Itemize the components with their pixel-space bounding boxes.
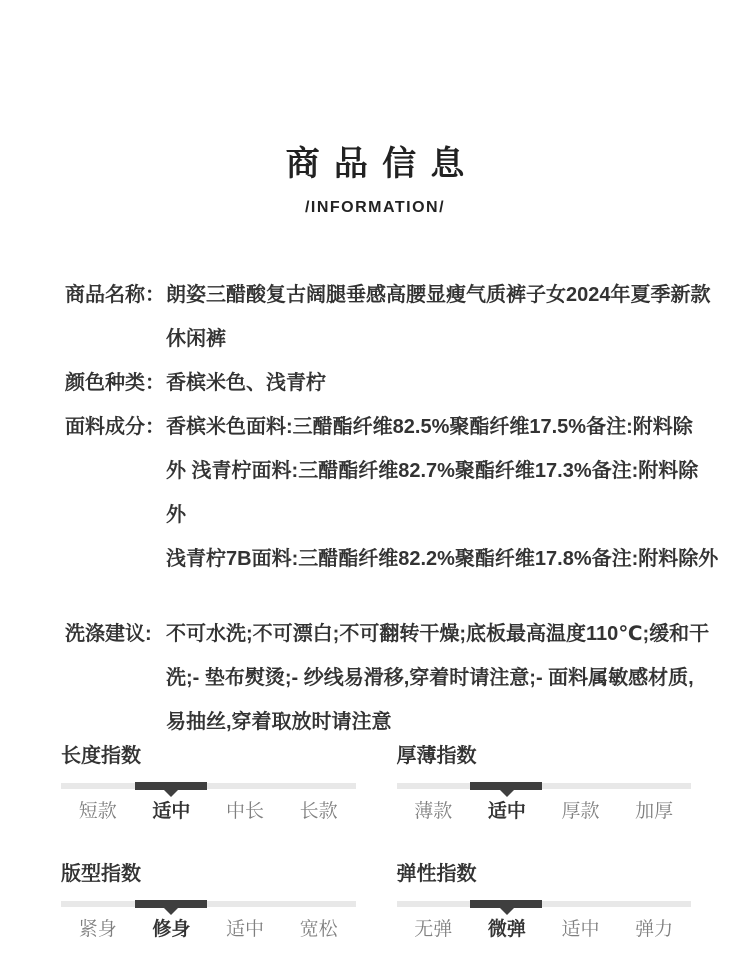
indicator-bar	[61, 782, 356, 790]
info-row-colors	[65, 361, 710, 405]
indicator-options	[61, 918, 356, 942]
info-line: 洗;- 垫布熨烫;- 纱线易滑移,穿着时请注意;- 面料属敏感材质,	[166, 667, 694, 689]
info-line: 朗姿三醋酸复古阔腿垂感高腰显瘦气质裤子女2024年夏季新款	[166, 284, 711, 306]
info-line: 不可水洗;不可漂白;不可翻转干燥;底板最高温度110℃;缓和干	[166, 623, 710, 645]
indicator-option-selected: 微弹	[487, 919, 526, 940]
info-row-product-name	[65, 273, 710, 361]
info-line: 外 浅青柠面料:三醋酯纤维82.7%聚酯纤维17.3%备注:附料除	[166, 460, 699, 482]
indicator-track	[61, 783, 356, 789]
info-line: 易抽丝,穿着取放时请注意	[166, 711, 392, 733]
indicator-selected-segment	[135, 782, 207, 790]
info-row-washing	[65, 612, 710, 744]
indicator-title: 厚薄指数	[396, 745, 477, 767]
info-line: 休闲裤	[166, 328, 226, 350]
indicator-title: 长度指数	[61, 745, 141, 767]
indicator-option: 薄款	[414, 801, 453, 822]
indicator-option: 宽松	[299, 919, 338, 940]
info-value	[166, 612, 710, 744]
indicator-marker-icon	[164, 790, 178, 797]
indicator-selected-segment	[470, 900, 542, 908]
indicator-selected-segment	[135, 900, 207, 908]
indicator-length	[61, 744, 356, 824]
indicator-options	[397, 800, 692, 824]
info-section	[65, 273, 719, 744]
indicator-marker-icon	[500, 908, 514, 915]
info-value	[166, 405, 718, 581]
info-line: 外	[166, 504, 186, 526]
indicator-bar	[397, 900, 692, 908]
indicator-option-selected: 修身	[152, 919, 191, 940]
indicator-title: 版型指数	[61, 863, 141, 885]
indicator-option-selected: 适中	[487, 801, 526, 822]
indicator-fit	[61, 862, 356, 942]
indicator-marker-icon	[164, 908, 178, 915]
indicator-thickness	[397, 744, 692, 824]
indicator-selected-segment	[470, 782, 542, 790]
indicator-options	[61, 800, 356, 824]
indicator-track	[397, 901, 692, 907]
indicator-title: 弹性指数	[396, 863, 477, 885]
indicator-bar	[397, 782, 692, 790]
indicator-option: 紧身	[78, 919, 117, 940]
indicator-option: 弹力	[635, 919, 674, 940]
info-line: 香槟米色面料:三醋酯纤维82.5%聚酯纤维17.5%备注:附料除	[166, 416, 693, 438]
indicator-elasticity	[397, 862, 692, 942]
header	[0, 0, 750, 218]
info-row-fabric	[65, 405, 719, 581]
info-label: 颜色种类：	[65, 372, 165, 394]
indicator-options	[397, 918, 692, 942]
indicator-option: 加厚	[635, 801, 674, 822]
indicator-option: 适中	[561, 919, 600, 940]
indicator-bar	[61, 900, 356, 908]
info-label: 面料成分：	[65, 416, 165, 438]
page-title: 商品信息	[285, 145, 479, 183]
indicator-option: 无弹	[414, 919, 453, 940]
info-label: 商品名称：	[65, 284, 165, 306]
info-line: 浅青柠7B面料:三醋酯纤维82.2%聚酯纤维17.8%备注:附料除外	[166, 548, 719, 570]
indicator-option: 长款	[299, 801, 338, 822]
indicator-option-selected: 适中	[152, 801, 191, 822]
indicator-marker-icon	[500, 790, 514, 797]
indicator-option: 适中	[226, 919, 265, 940]
indicator-section	[61, 744, 691, 942]
info-label: 洗涤建议:	[65, 623, 152, 645]
info-value	[166, 361, 710, 405]
page-subtitle: /INFORMATION/	[304, 199, 446, 216]
info-line: 香槟米色、浅青柠	[166, 372, 326, 394]
indicator-track	[61, 901, 356, 907]
info-value	[166, 273, 711, 361]
indicator-option: 中长	[226, 801, 265, 822]
indicator-option: 短款	[78, 801, 117, 822]
indicator-option: 厚款	[561, 801, 600, 822]
indicator-track	[397, 783, 692, 789]
